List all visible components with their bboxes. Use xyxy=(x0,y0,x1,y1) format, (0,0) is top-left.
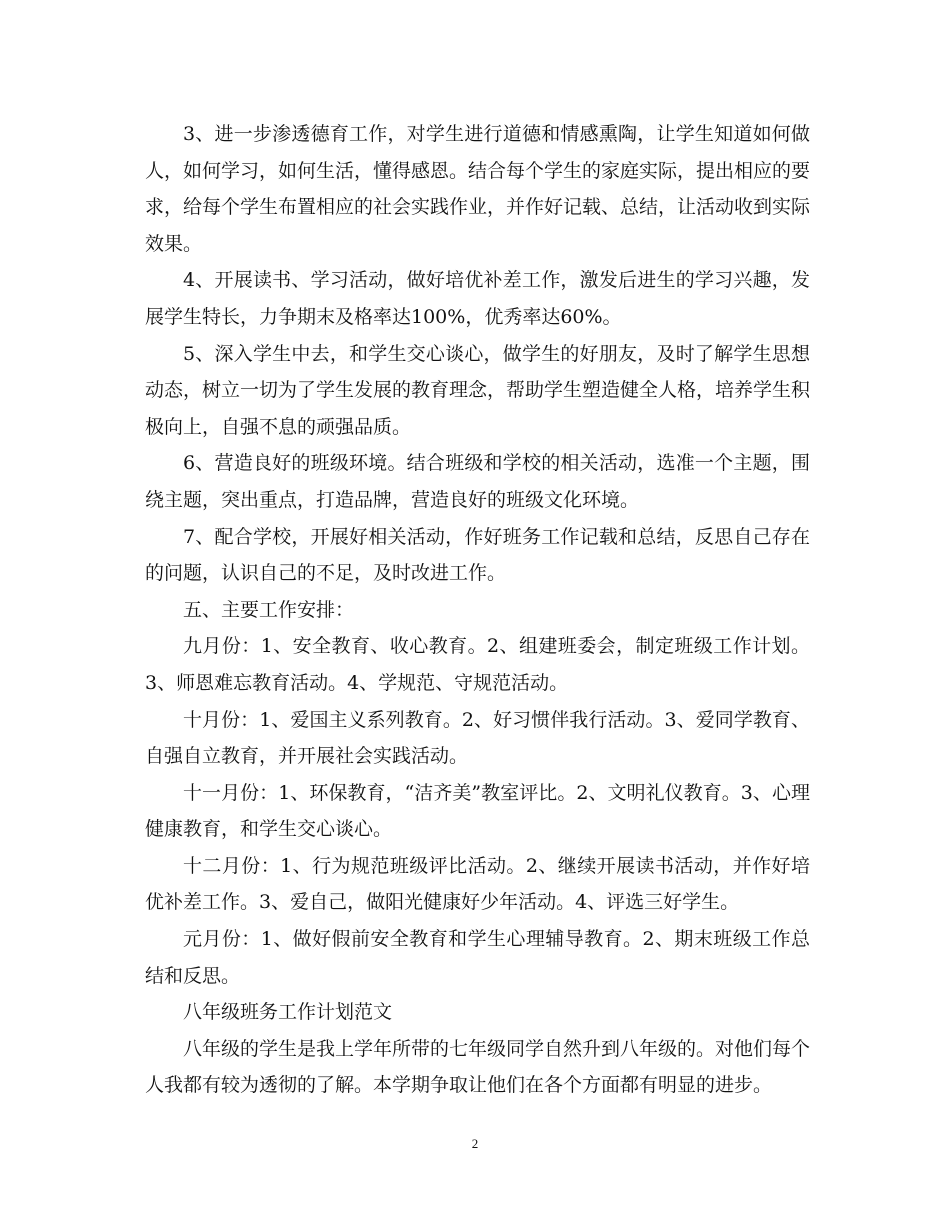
page-number: 2 xyxy=(471,1136,479,1151)
schedule-october: 十月份：1、爱国主义系列教育。2、好习惯伴我行活动。3、爱同学教育、自强自立教育，并开展社会实践活动。 xyxy=(145,708,810,768)
paragraph-item-3: 3、进一步渗透德育工作，对学生进行道德和情感熏陶，让学生知道如何做人，如何学习，如何生活，懂得感恩。结合每个学生的家庭实际，提出相应的要求，给每个学生布置相应的社会实践作业，并作好记载、总结，让活动收到实际效果。 xyxy=(145,123,811,255)
paragraph-grade8-intro: 八年级的学生是我上学年所带的七年级同学自然升到八年级的。对他们每个人我都有较为透彻的了解。本学期争取让他们在各个方面都有明显的进步。 xyxy=(145,1037,811,1097)
schedule-november: 十一月份：1、环保教育，“洁齐美”教室评比。2、文明礼仪教育。3、心理健康教育，和学生交心谈心。 xyxy=(145,781,810,841)
paragraph-item-7: 7、配合学校，开展好相关活动，作好班务工作记载和总结，反思自己存在的问题，认识自己的不足，及时改进工作。 xyxy=(145,525,810,585)
paragraph-item-6: 6、营造良好的班级环境。结合班级和学校的相关活动，选准一个主题，围绕主题，突出重点，打造品牌，营造良好的班级文化环境。 xyxy=(145,452,810,511)
paragraph-item-5: 5、深入学生中去，和学生交心谈心，做学生的好朋友，及时了解学生思想动态，树立一切为了学生发展的教育理念，帮助学生塑造健全人格，培养学生积极向上，自强不息的顽强品质。 xyxy=(145,342,811,438)
section-heading-work-schedule: 五、主要工作安排： xyxy=(183,598,355,621)
document-body xyxy=(145,116,810,1104)
schedule-december: 十二月份：1、行为规范班级评比活动。2、继续开展读书活动，并作好培优补差工作。3、爱自己，做阳光健康好少年活动。4、评选三好学生。 xyxy=(145,854,810,914)
paragraph-item-4: 4、开展读书、学习活动，做好培优补差工作，激发后进生的学习兴趣，发展学生特长，力争期末及格率达100%，优秀率达60%。 xyxy=(145,269,810,328)
schedule-january: 元月份：1、做好假前安全教育和学生心理辅导教育。2、期末班级工作总结和反思。 xyxy=(145,928,810,987)
schedule-september: 九月份：1、安全教育、收心教育。2、组建班委会，制定班级工作计划。3、师恩难忘教育活动。4、学规范、守规范活动。 xyxy=(145,635,810,694)
section-title-grade8-plan: 八年级班务工作计划范文 xyxy=(183,1001,393,1024)
